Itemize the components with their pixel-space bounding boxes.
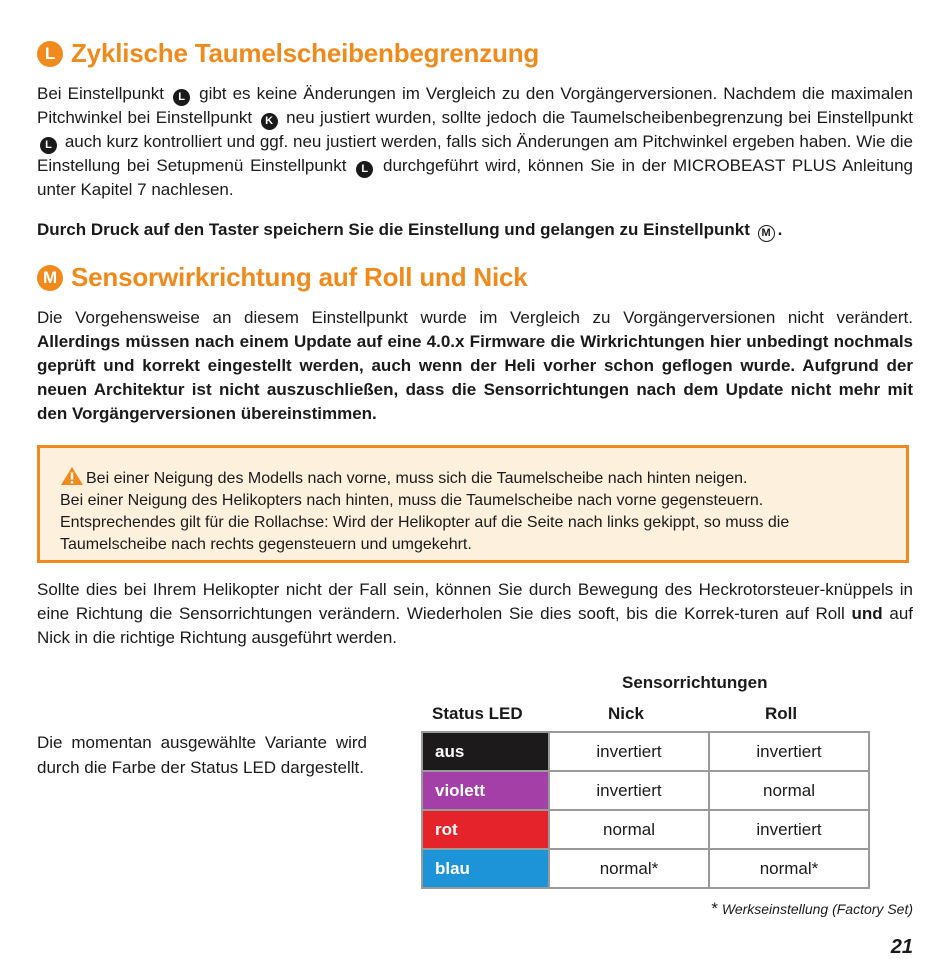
section-heading-l <box>37 38 539 69</box>
section-m-paragraph <box>37 306 913 426</box>
correction-paragraph <box>37 578 913 650</box>
footnote <box>711 899 913 919</box>
warning-box <box>37 445 909 563</box>
text-fragment: gibt es keine Änderungen im Vergleich zu den Vorgängerversionen. Nachdem die maximalen Pitchwinkel bei Einstellpunkt <box>37 84 913 127</box>
roll-cell: normal* <box>710 850 868 887</box>
table-header-roll: Roll <box>765 704 798 723</box>
table-row <box>423 733 868 770</box>
nick-cell: invertiert <box>550 772 708 809</box>
page-number: 21 <box>890 936 913 958</box>
text-fragment: Bei Einstellpunkt <box>37 84 165 103</box>
marker-l-inline: L <box>173 89 190 106</box>
section-marker-m: M <box>37 265 63 291</box>
warning-line-1 <box>60 466 886 490</box>
table-group-header: Sensorrichtungen <box>622 673 768 692</box>
section-heading-m <box>37 262 528 293</box>
nick-cell: invertiert <box>550 733 708 770</box>
instruction-text: Durch Druck auf den Taster speichern Sie die Einstellung und gelangen zu Einstellpunkt <box>37 220 750 239</box>
led-cell: rot <box>423 811 548 848</box>
roll-cell: normal <box>710 772 868 809</box>
led-cell: blau <box>423 850 548 887</box>
text-fragment: Die Vorgehensweise an diesem Einstellpunkt wurde im Vergleich zu Vorgängerversionen nicht verändert. <box>37 308 913 327</box>
table-header-nick: Nick <box>608 704 644 723</box>
text-fragment: auf Nick in die richtige Richtung ausgeführt werden. <box>37 604 913 647</box>
text-fragment: durchgeführt wird, können Sie in der MICROBEAST PLUS Anleitung unter Kapitel 7 nachlesen. <box>37 156 913 199</box>
sensor-direction-table <box>421 731 870 889</box>
text-fragment-bold: Allerdings müssen nach einem Update auf eine 4.0.x Firmware die Wirkrichtungen hier unbedingt nochmals geprüft und korrekt eingestellt werden, auch wenn der Heli vorher schon geflogen wurde. Aufgrund der neuen Architektur ist nicht auszuschließen, dass die Sensorrichtungen nach dem Update nicht mehr mit den Vorgängerversionen übereinstimmen. <box>37 332 913 423</box>
footnote-text: Werkseinstellung (Factory Set) <box>721 901 913 917</box>
nick-cell: normal* <box>550 850 708 887</box>
marker-l-inline: L <box>356 161 373 178</box>
status-led-note: Die momentan ausgewählte Variante wird durch die Farbe der Status LED dargestellt. <box>37 733 367 777</box>
section-l-paragraph <box>37 82 913 202</box>
warning-triangle-icon <box>60 466 84 486</box>
warning-line-3: Entsprechendes gilt für die Rollachse: Wird der Helikopter auf die Seite nach links gekippt, so muss die Taumelscheibe nach rechts gegensteuern und umgekehrt. <box>60 514 790 553</box>
text-fragment: auch kurz kontrolliert und ggf. neu justiert werden, falls sich Änderungen am Pitchwinkel ergeben haben. Wie die Einstellung bei Setupmenü Einstellpunkt <box>37 132 913 175</box>
nick-cell: normal <box>550 811 708 848</box>
marker-k-inline: K <box>261 113 278 130</box>
text-fragment: Sollte dies bei Ihrem Helikopter nicht der Fall sein, können Sie durch Bewegung des Heckrotorsteuer-knüppels in eine Richtung die Sensorrichtungen verändern. Wiederholen Sie dies sooft, bis die Korrek-turen auf Roll <box>37 580 913 623</box>
led-cell: aus <box>423 733 548 770</box>
table-header-status: Status LED <box>432 704 523 723</box>
roll-cell: invertiert <box>710 811 868 848</box>
section-marker-l: L <box>37 41 63 67</box>
warning-line-2: Bei einer Neigung des Helikopters nach hinten, muss die Taumelscheibe nach vorne gegensteuern. <box>60 492 764 509</box>
marker-l-inline: L <box>40 137 57 154</box>
section-title-m: Sensorwirkrichtung auf Roll und Nick <box>71 262 528 292</box>
marker-m-inline: M <box>758 225 775 242</box>
warning-text: Bei einer Neigung des Modells nach vorne, muss sich die Taumelscheibe nach hinten neigen. <box>86 470 748 487</box>
roll-cell: invertiert <box>710 733 868 770</box>
section-l-instruction <box>37 218 782 242</box>
footnote-star: * <box>711 899 718 918</box>
text-fragment: neu justiert wurden, sollte jedoch die Taumelscheibenbegrenzung bei Einstellpunkt <box>286 108 913 127</box>
led-cell: violett <box>423 772 548 809</box>
text-fragment-bold: und <box>851 604 883 623</box>
table-row <box>423 772 868 809</box>
table-row <box>423 811 868 848</box>
instruction-period: . <box>777 220 783 239</box>
table-row <box>423 850 868 887</box>
section-title-l: Zyklische Taumelscheibenbegrenzung <box>71 38 540 68</box>
